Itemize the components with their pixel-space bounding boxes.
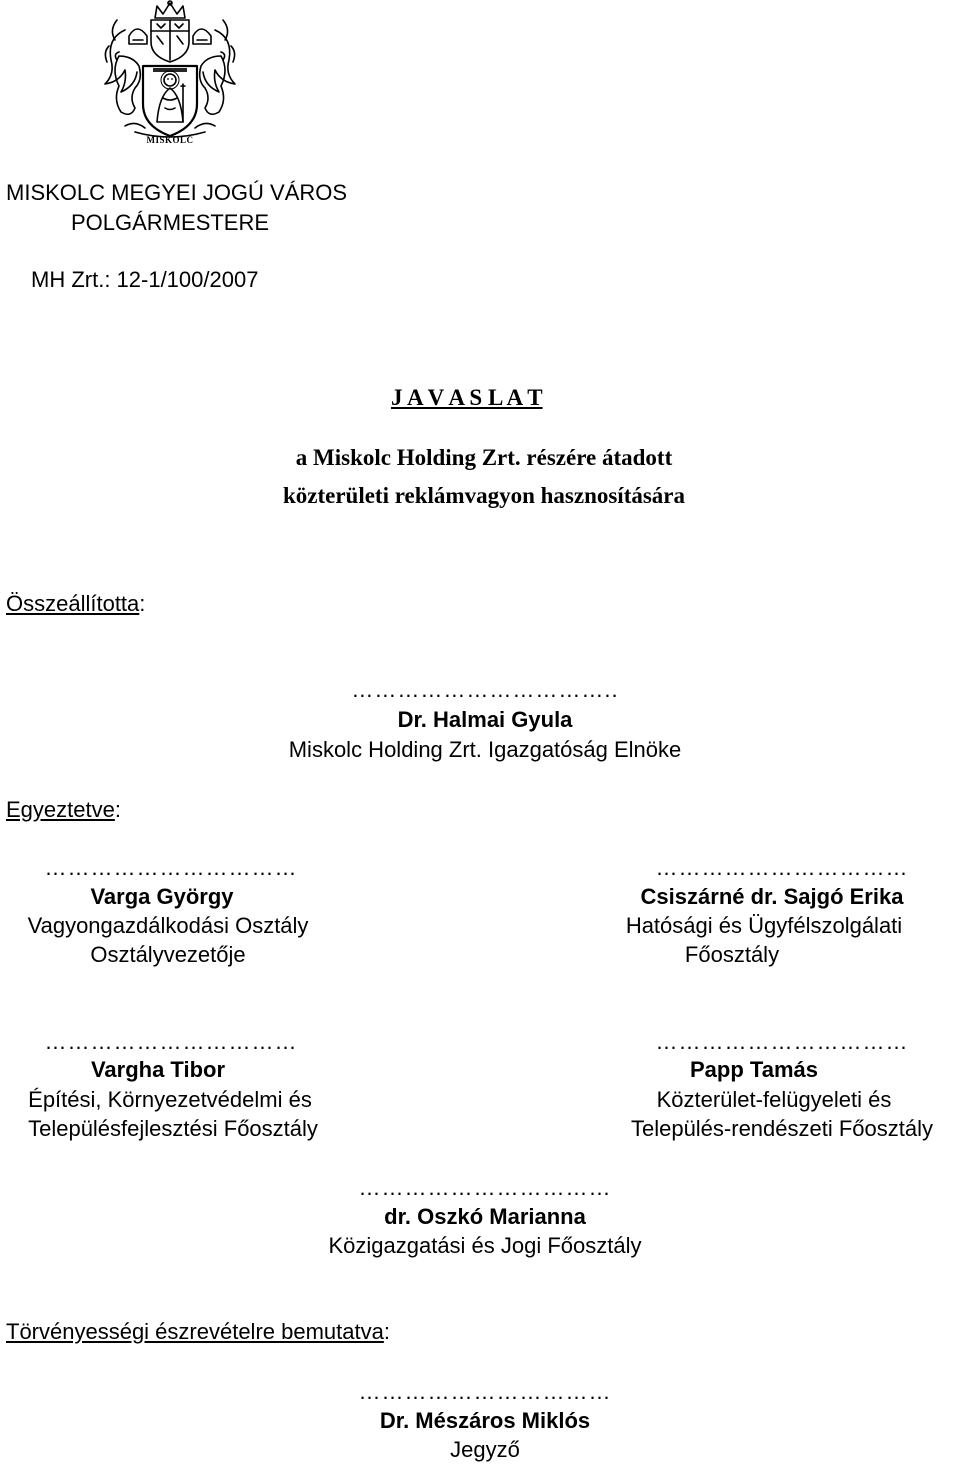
signature-line: …………………………… <box>44 1029 298 1054</box>
signatory-title-line-2: Településfejlesztési Főosztály <box>28 1116 318 1141</box>
reference-number: MH Zrt.: 12-1/100/2007 <box>31 267 259 292</box>
crest-label: MISKOLC <box>146 135 194 145</box>
signatory-title-line-2: Osztályvezetője <box>90 942 246 967</box>
document-subtitle-line-1: a Miskolc Holding Zrt. részére átadott <box>295 445 673 470</box>
signature-line: …………………………… <box>655 855 909 880</box>
document-subtitle-line-2: közterületi reklámvagyon hasznosítására <box>282 483 686 508</box>
signatory-name: Varga György <box>90 884 234 909</box>
signature-line: …………………………… <box>655 1029 909 1054</box>
signatory-title: Miskolc Holding Zrt. Igazgatóság Elnöke <box>288 737 682 762</box>
signature-line: …………………………… <box>44 855 298 880</box>
issuer-line-1: MISKOLC MEGYEI JOGÚ VÁROS <box>6 180 348 205</box>
signatory-name: dr. Oszkó Marianna <box>384 1204 586 1229</box>
compiled-by-colon: : <box>139 591 146 616</box>
signatory-title-line-2: Főosztály <box>684 942 780 967</box>
document-title: J A V A S L A T <box>391 385 543 410</box>
signatory-title-line-1: Közigazgatási és Jogi Főosztály <box>328 1233 642 1258</box>
legal-review-colon: : <box>383 1319 390 1344</box>
miskolc-coat-of-arms-icon <box>95 0 245 150</box>
signatory-title-line-1: Közterület-felügyeleti és <box>656 1087 892 1112</box>
signatory-title-line-1: Hatósági és Ügyfélszolgálati <box>625 913 903 938</box>
signatory-name: Csiszárné dr. Sajgó Erika <box>640 884 904 909</box>
issuer-line-2: POLGÁRMESTERE <box>71 210 270 235</box>
signatory-name: Dr. Mészáros Miklós <box>379 1408 591 1433</box>
compiled-by-label-text: Összeállította <box>6 591 140 616</box>
signature-line: …………………………… <box>358 1379 612 1404</box>
signatory-title: Jegyző <box>450 1437 520 1462</box>
signatory-name: Papp Tamás <box>690 1057 818 1082</box>
agreed-colon: : <box>114 797 121 822</box>
signatory-name: Vargha Tibor <box>90 1057 226 1082</box>
legal-review-label <box>6 1318 390 1346</box>
signatory-title-line-1: Vagyongazdálkodási Osztály <box>27 913 309 938</box>
signature-line: …………………………… <box>358 1175 612 1200</box>
agreed-label-text: Egyeztetve <box>6 797 115 822</box>
compiled-by-label <box>6 590 145 618</box>
legal-review-label-text: Törvényességi észrevételre bemutatva <box>6 1319 384 1344</box>
signatory-title-line-2: Település-rendészeti Főosztály <box>630 1116 934 1141</box>
signatory-name: Dr. Halmai Gyula <box>397 707 573 732</box>
signatory-title-line-1: Építési, Környezetvédelmi és <box>28 1087 312 1112</box>
agreed-label <box>6 796 121 824</box>
signature-line: …………………………….. <box>351 677 619 702</box>
